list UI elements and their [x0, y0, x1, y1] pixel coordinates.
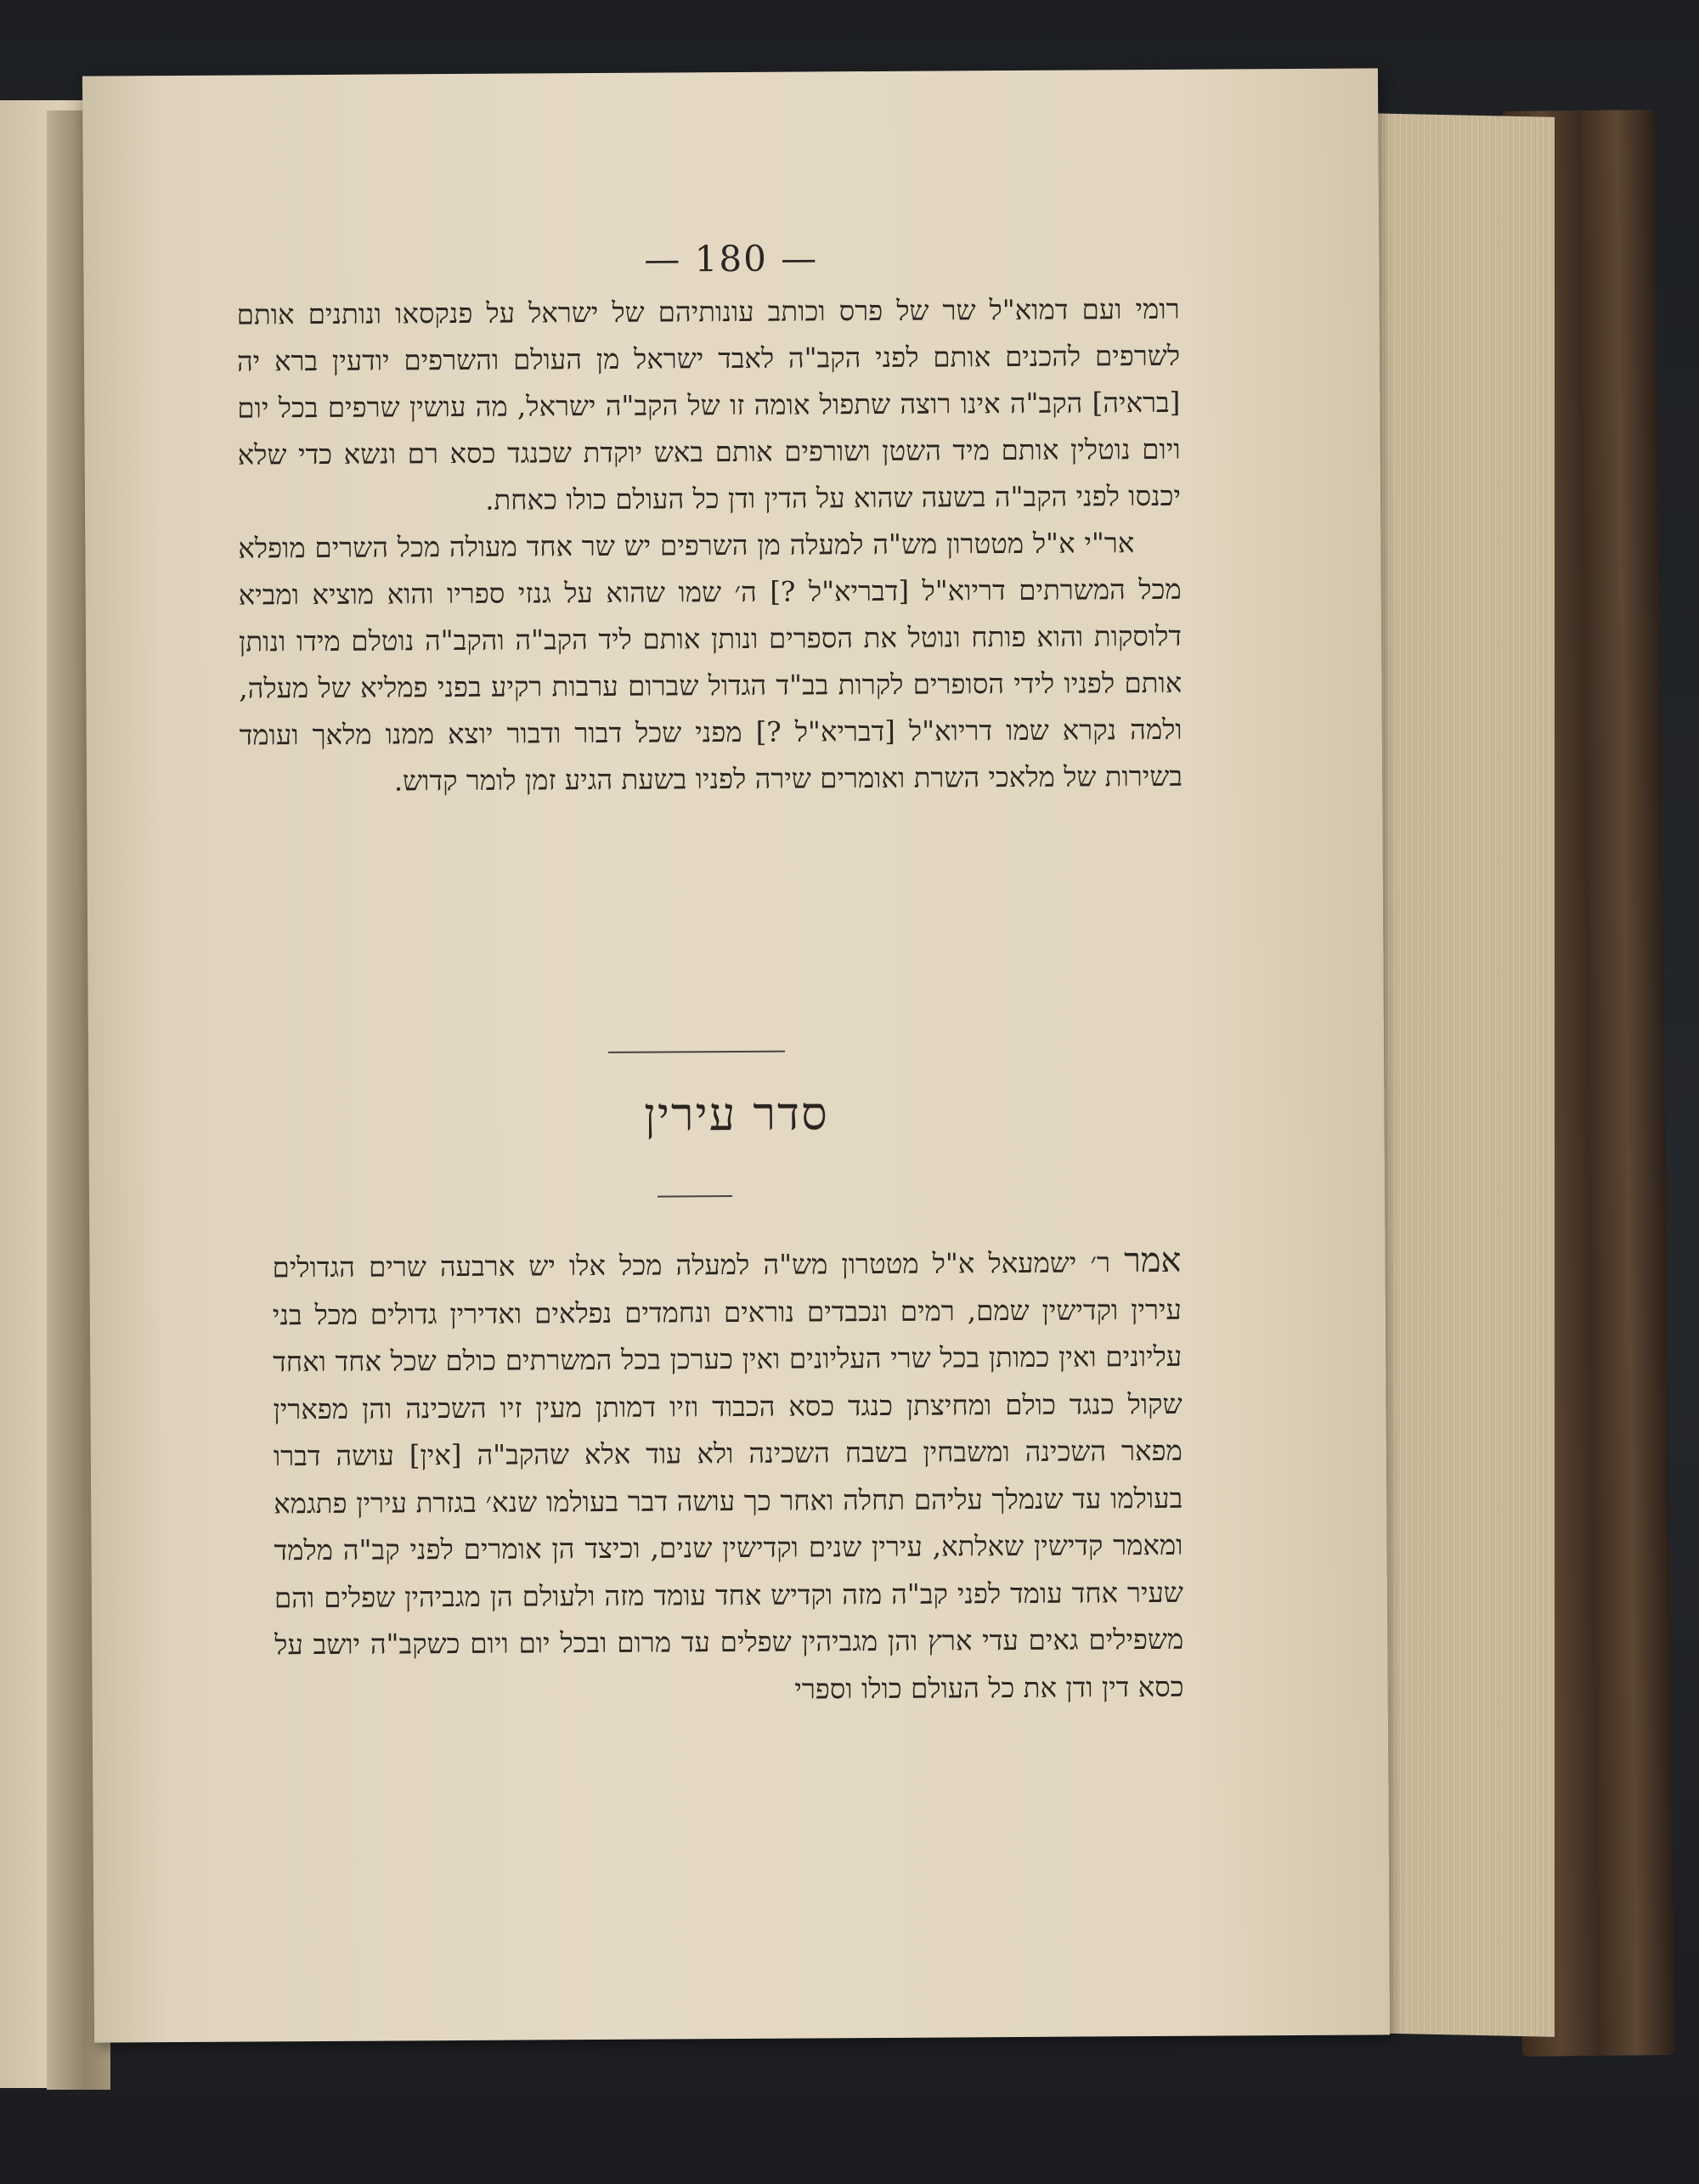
- paragraph-2: אר"י א"ל מטטרון מש"ה למעלה מן השרפים יש שר אחד מעולה מכל השרים מופלא מכל המשרתים דריוא"ל [דבריא"ל ?] ה׳ שמו שהוא על גנזי ספריו והוא מוציא ומביא דלוסקות והוא פותח ונוטל את הספרים ונותן אותם ליד הקב"ה והקב"ה נוטלם מידו ונותן אותם לפניו לידי הסופרים לקרות בב"ד הגדול שברום ערבות רקיע בפני פמליא של מעלה, ולמה נקרא שמו דריוא"ל [דבריא"ל ?] מפני שכל דבור ודבור יוצא ממנו מלאך ועומד בשירות של מלאכי השרת ואומרים שירה לפניו בשעת הגיע זמן לומר קדוש.: [238, 527, 1183, 798]
- section-divider-bottom: [658, 1195, 732, 1198]
- page-number: — 180 —: [644, 237, 819, 280]
- lower-text-block: [272, 1238, 1183, 1717]
- section-divider-top: [608, 1051, 785, 1053]
- right-page: [82, 68, 1390, 2042]
- paragraph-3-text: ר׳ ישמעאל א"ל מטטרון מש"ה למעלה מכל אלו יש ארבעה שרים הגדולים עירין וקדישין שמם, רמים ונכבדים נוראים ונחמדים נפלאים ואדירין גדולים מכל בני עליונים ואין כמותן בכל שרי העליונים ואין כערכן בכל המשרתים כולם שכל אחד ואחד שקול כנגד כולם ומחיצתן כנגד כסא הכבוד וזיו דמותן מעין זיו השכינה והן מפארין מפאר השכינה ומשבחין בשבח השכינה ולא עוד אלא שהקב"ה [אין] עושה דברו בעולמו עד שנמלך עליהם תחלה ואחר כך עושה דבר בעולמו שנא׳ בגזרת עירין פתגמא ומאמר קדישין שאלתא, עירין שנים וקדישין שנים, וכיצד הן אומרים לפני קב"ה מלמד שעיר אחד עומד לפני קב"ה מזה וקדיש אחד עומד מזה ולעולם הן מגביהין שפלים והם משפילים גאים עדי ארץ והן מגביהין שפלים עד מרום ובכל יום ויום כשקב"ה יושב על כסא דין ודן את כל העולם כולו וספרי: [272, 1246, 1184, 1706]
- section-heading: סדר עירין: [643, 1086, 829, 1142]
- paragraph-1: רומי ועם דמוא"ל שר של פרס וכותב עונותיהם של ישראל על פנקסאו ונותנים אותם לשרפים להכנים אותם לפני הקב"ה לאבד ישראל מן העולם והשרפים יודעין ברא יה [בראיה] הקב"ה אינו רוצה שתפול אומה זו של הקב"ה ישראל, מה עושין שרפים בכל יום ויום נוטלין אותם מיד השטן ושורפים אותם באש יוקדת שכנגד כסא רם ונשא כדי שלא יכנסו לפני הקב"ה בשעה שהוא על הדין ודן כל העולם כולו כאחת.: [236, 292, 1182, 516]
- lead-word: אמר: [1123, 1240, 1182, 1281]
- paragraph-3: [272, 1238, 1183, 1717]
- upper-text-block: [236, 286, 1183, 806]
